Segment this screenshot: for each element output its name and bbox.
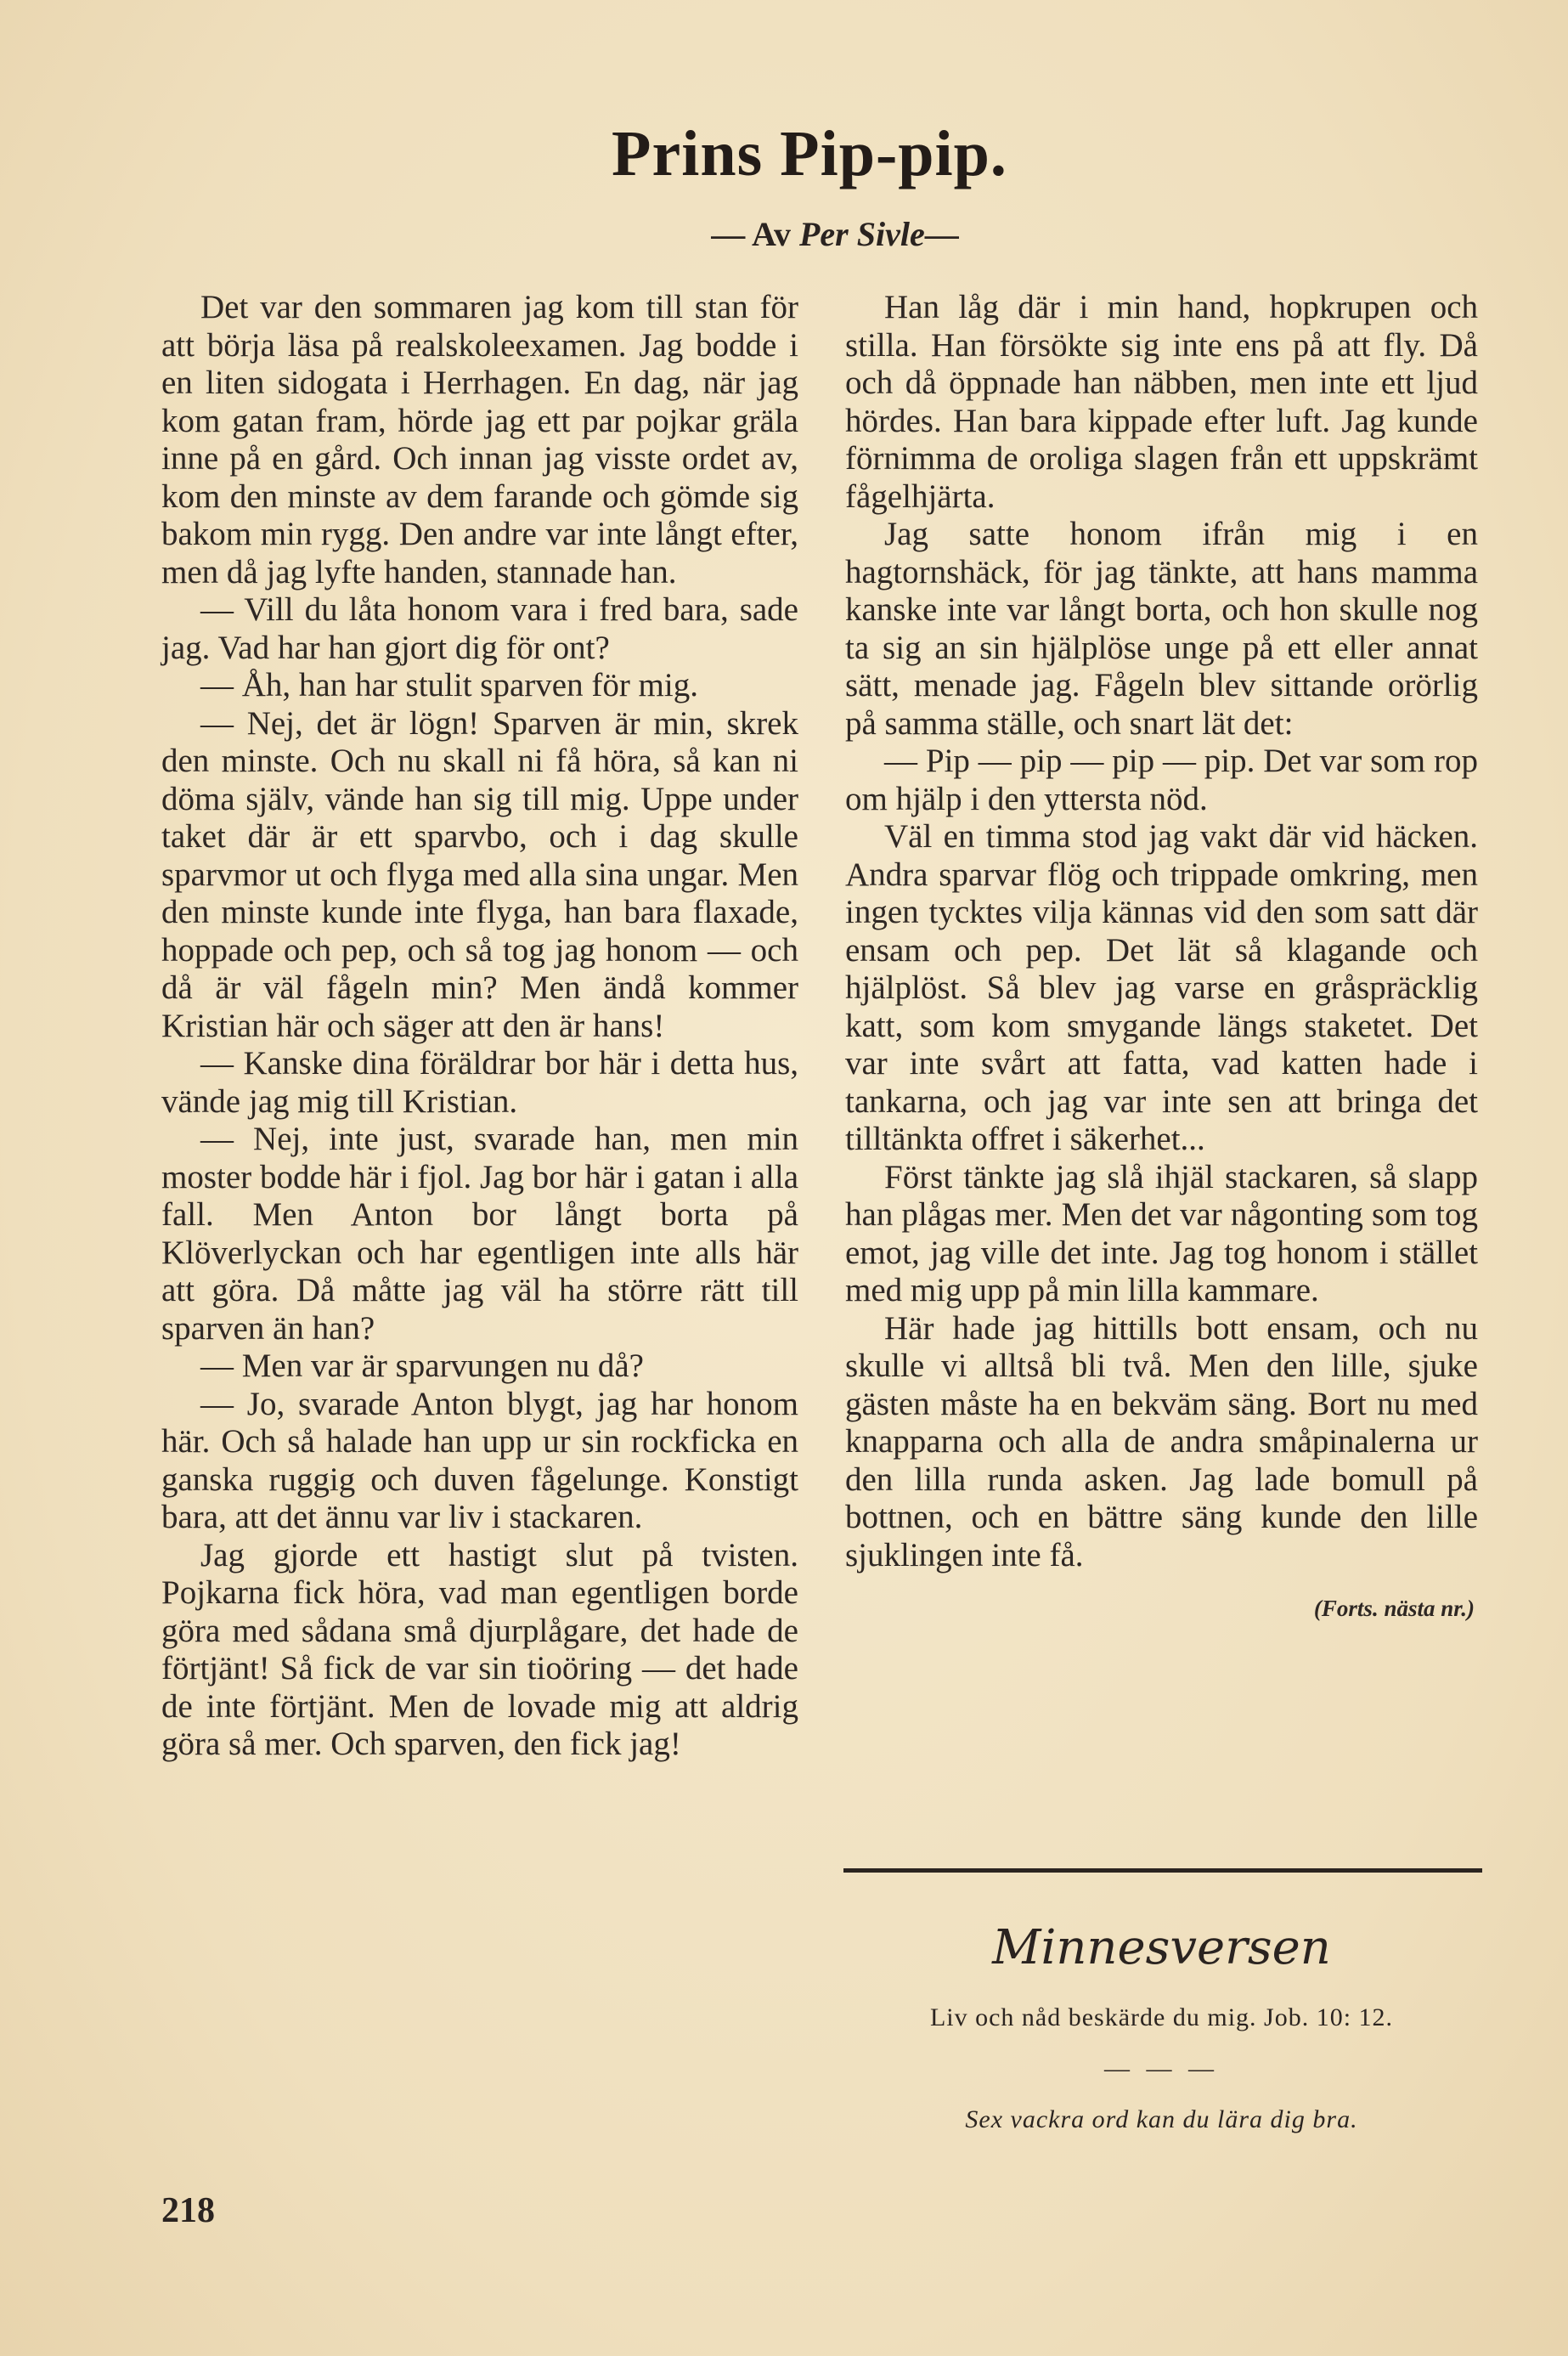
- paragraph: — Jo, svarade Anton blygt, jag har honom här. Och så halade han upp ur sin rockficka en ganska ruggig och duven fågelunge. Konstigt bara, att det ännu var liv i stackaren.: [161, 1385, 798, 1535]
- continued-note: (Forts. nästa nr.): [1313, 1596, 1475, 1621]
- byline-prefix: — Av: [711, 215, 799, 253]
- paragraph: Jag satte honom ifrån mig i en hagtornshäck, för jag tänkte, att hans mamma kanske inte var långt borta, och hon skulle nog ta sig an sin hjälplöse unge på ett eller annat sätt, menade jag. Fågeln blev sittande orörlig på samma ställe, och snart lät det:: [845, 516, 1478, 742]
- article-byline: [0, 214, 1568, 254]
- section-divider: [843, 1868, 1482, 1873]
- paragraph: Först tänkte jag slå ihjäl stackaren, så slapp han plågas mer. Men det var någonting som tog emot, jag ville det inte. Jag tog honom i stället med mig upp på min lilla kammare.: [845, 1158, 1478, 1308]
- memory-verse-text: Liv och nåd beskärde du mig. Job. 10: 12.: [929, 2003, 1394, 2031]
- byline-suffix: —: [924, 215, 959, 253]
- left-column: [161, 289, 798, 1764]
- paragraph: Jag gjorde ett hastigt slut på tvisten. Pojkarna fick höra, vad man egentligen borde göra med sådana små djurplågare, det hade de förtjänt! Så fick de var sin tioöring — det hade de inte förtjänt. Men de lovade mig att aldrig göra så mer. Och sparven, den fick jag!: [161, 1536, 798, 1762]
- paragraph: — Pip — pip — pip — pip. Det var som rop om hjälp i den yttersta nöd.: [845, 743, 1478, 817]
- page-number: 218: [161, 2191, 215, 2230]
- paragraph: — Åh, han har stulit sparven för mig.: [200, 667, 698, 703]
- paragraph: — Nej, det är lögn! Sparven är min, skrek den minste. Och nu skall ni få höra, så kan ni döma själv, vände han sig till mig. Uppe under taket där är ett sparvbo, och i dag skulle sparvmor ut och flyga med alla sina ungar. Men den minste kunde inte flyga, han bara flaxade, hoppade och pep, och så tog jag honom — och då är väl fågeln min? Men ändå kommer Kristian här och säger att den är hans!: [161, 704, 798, 1044]
- paragraph: Han låg där i min hand, hopkrupen och stilla. Han försökte sig inte ens på att fly. Då och då öppnade han näbben, men inte ett ljud hördes. Han bara kippade efter luft. Jag kunde förnimma de oroliga slagen från ett uppskrämt fågelhjärta.: [845, 289, 1478, 515]
- right-column: [845, 289, 1478, 1628]
- article-title: Prins Pip-pip.: [612, 118, 1007, 189]
- paragraph: — Kanske dina föräldrar bor här i detta hus, vände jag mig till Kristian.: [161, 1045, 798, 1120]
- paragraph: — Men var är sparvungen nu då?: [200, 1347, 644, 1384]
- memory-verse-dashes: — — —: [1104, 2054, 1219, 2082]
- byline-author: Per Sivle: [798, 215, 925, 253]
- memory-verse-title: Minnesversen: [992, 1920, 1331, 1975]
- paragraph: Det var den sommaren jag kom till stan för att börja läsa på realskoleexamen. Jag bodde i en liten sidogata i Herrhagen. En dag, när jag kom gatan fram, hörde jag ett par pojkar gräla inne på en gård. Och innan jag visste ordet av, kom den minste av dem farande och gömde sig bakom min rygg. Den andre var inte långt efter, men då jag lyfte handen, stannade han.: [161, 289, 798, 590]
- paragraph: — Vill du låta honom vara i fred bara, sade jag. Vad har han gjort dig för ont?: [161, 591, 798, 666]
- paragraph: Väl en timma stod jag vakt där vid häcken. Andra sparvar flög och trippade omkring, men ingen tycktes vilja kännas vid den som satt där ensam och pep. Det lät så klagande och hjälplöst. Så blev jag varse en gråspräcklig katt, som kom smygande längs staketet. Det var inte svårt att fatta, vad katten hade i tankarna, och jag var inte sen att bringa det tilltänkta offret i säkerhet...: [845, 818, 1478, 1157]
- paragraph: Här hade jag hittills bott ensam, och nu skulle vi alltså bli två. Men den lille, sjuke gästen måste ha en bekväm säng. Bort nu med knapparna och alla de andra småpinalerna ur den lilla runda asken. Jag lade bomull på bottnen, och en bättre säng kunde den lille sjuklingen inte få.: [845, 1309, 1478, 1573]
- memory-verse-motto: Sex vackra ord kan du lära dig bra.: [965, 2105, 1358, 2133]
- paragraph: — Nej, inte just, svarade han, men min moster bodde här i fjol. Jag bor här i gatan i alla fall. Men Anton bor långt borta på Klöverlyckan och har egentligen inte alls här att göra. Då måtte jag väl ha större rätt till sparven än han?: [161, 1121, 798, 1347]
